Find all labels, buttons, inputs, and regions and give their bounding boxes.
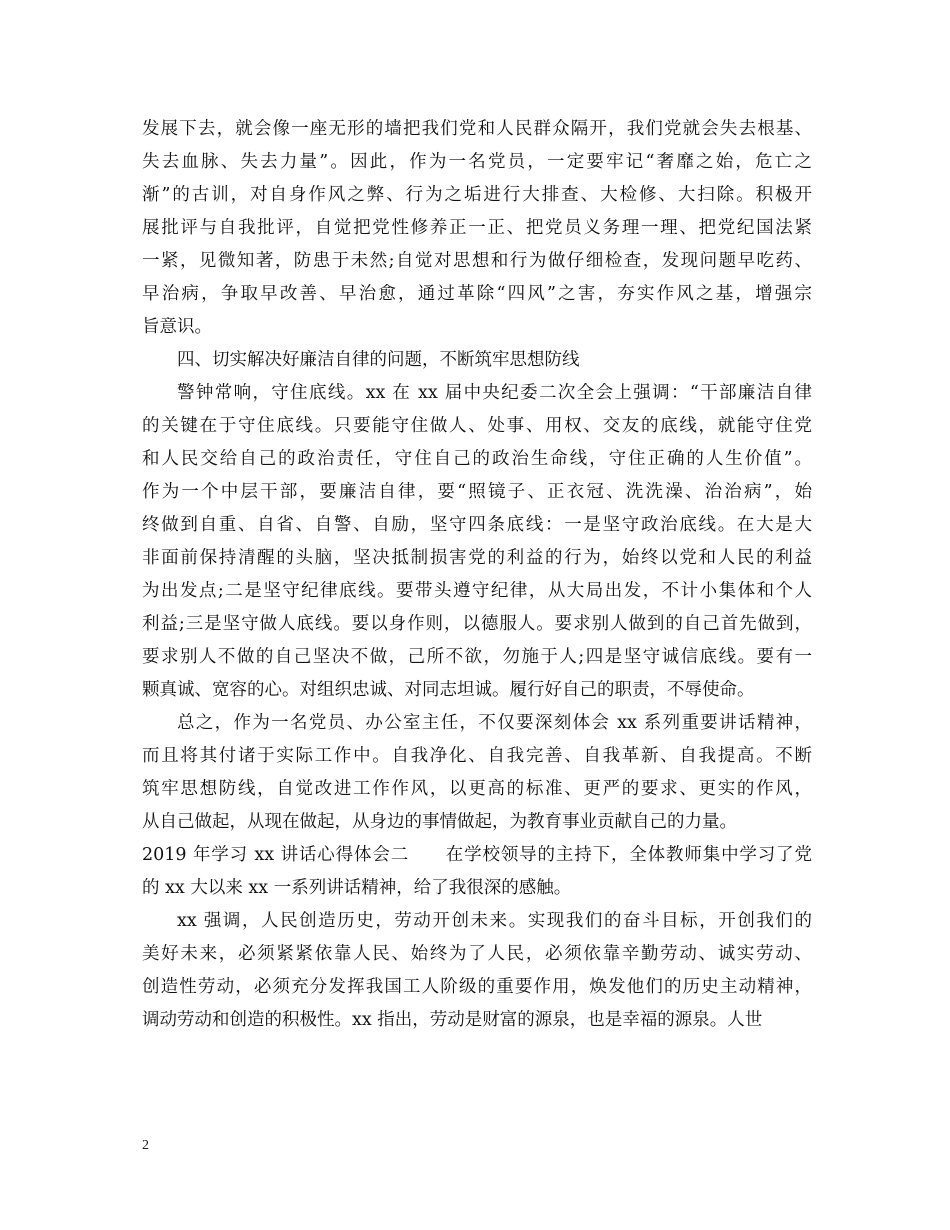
text-line: 2019 年学习 xx 讲话心得体会二 在学校领导的主持下，全体教师集中学习了党 <box>142 845 812 865</box>
text-line: 美好未来，必须紧紧依靠人民、始终为了人民，必须依靠辛勤劳动、诚实劳动、 <box>142 944 812 964</box>
text-line: 筑牢思想防线，自觉改进工作作风，以更高的标准、更严的要求、更实的作风， <box>142 779 812 799</box>
text-line: 而且将其付诸于实际工作中。自我净化、自我完善、自我革新、自我提高。不断 <box>142 746 812 766</box>
text-line: 失去血脉、失去力量”。因此，作为一名党员，一定要牢记“奢靡之始，危亡之 <box>142 152 812 172</box>
text-line: 总之，作为一名党员、办公室主任，不仅要深刻体会 xx 系列重要讲话精神， <box>177 713 812 733</box>
text-line: 和人民交给自己的政治责任，守住自己的政治生命线，守住正确的人生价值”。 <box>142 449 812 469</box>
document-body <box>142 113 812 1037</box>
text-line: 从自己做起，从现在做起，从身边的事情做起，为教育事业贡献自己的力量。 <box>142 812 737 832</box>
text-line: 要求别人不做的自己坚决不做，己所不欲，勿施于人;四是坚守诚信底线。要有一 <box>142 647 812 667</box>
text-line: 非面前保持清醒的头脑，坚决抵制损害党的利益的行为，始终以党和人民的利益 <box>142 548 812 568</box>
text-line: 利益;三是坚守做人底线。要以身作则，以德服人。要求别人做到的自己首先做到， <box>142 614 812 634</box>
text-line: 为出发点;二是坚守纪律底线。要带头遵守纪律，从大局出发，不计小集体和个人 <box>142 581 812 601</box>
text-line: 调动劳动和创造的积极性。xx 指出，劳动是财富的源泉，也是幸福的源泉。人世 <box>142 1010 763 1030</box>
text-line: 的 xx 大以来 xx 一系列讲话精神，给了我很深的感触。 <box>142 878 572 898</box>
text-line: 展批评与自我批评，自觉把党性修养正一正、把党员义务理一理、把党纪国法紧 <box>142 218 812 238</box>
text-line: 颗真诚、宽容的心。对组织忠诚、对同志坦诚。履行好自己的职责，不辱使命。 <box>142 680 755 700</box>
text-line: 四、切实解决好廉洁自律的问题，不断筑牢思想防线 <box>177 350 580 370</box>
text-line: 旨意识。 <box>142 317 212 337</box>
text-line: 早治病，争取早改善、早治愈，通过革除“四风”之害，夯实作风之基，增强宗 <box>142 284 812 304</box>
text-line: 警钟常响，守住底线。xx 在 xx 届中央纪委二次全会上强调：“干部廉洁自律 <box>177 383 812 403</box>
text-line: 终做到自重、自省、自警、自励，坚守四条底线：一是坚守政治底线。在大是大 <box>142 515 812 535</box>
text-line: 一紧，见微知著，防患于未然;自觉对思想和行为做仔细检查，发现问题早吃药、 <box>142 251 812 271</box>
text-line: 渐”的古训，对自身作风之弊、行为之垢进行大排查、大检修、大扫除。积极开 <box>142 185 812 205</box>
text-line: 发展下去，就会像一座无形的墙把我们党和人民群众隔开，我们党就会失去根基、 <box>142 119 812 139</box>
page-number: 2 <box>142 1138 149 1153</box>
text-line: 创造性劳动，必须充分发挥我国工人阶级的重要作用，焕发他们的历史主动精神， <box>142 977 812 997</box>
text-line: 的关键在于守住底线。只要能守住做人、处事、用权、交友的底线，就能守住党 <box>142 416 812 436</box>
text-line: 作为一个中层干部，要廉洁自律，要“照镜子、正衣冠、洗洗澡、治治病”，始 <box>142 482 812 502</box>
text-line: xx 强调，人民创造历史，劳动开创未来。实现我们的奋斗目标，开创我们的 <box>177 911 812 931</box>
